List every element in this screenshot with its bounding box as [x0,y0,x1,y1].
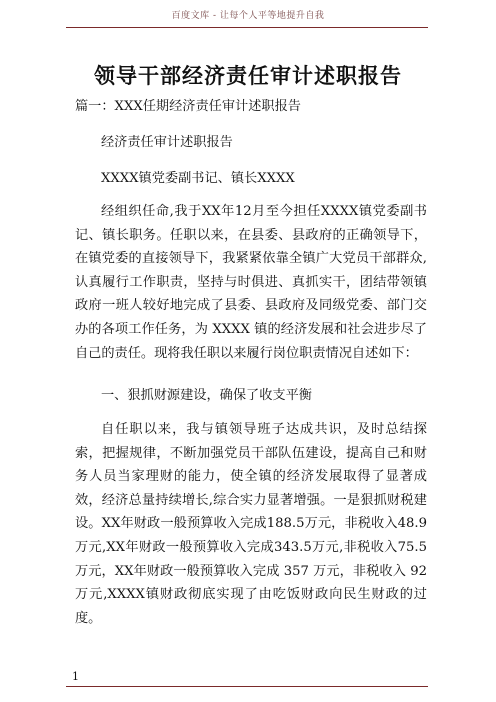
intro-paragraph: 经组织任命,我于XX年12月至今担任XXXX镇党委副书记、镇长职务。任职以来，在县委、县政府的正确领导下，在镇党委的直接领导下，我紧紧依靠全镇广大党员干部群众,认真履行工作职责，坚持与时俱进、真抓实干，团结带领镇政府一班人较好地完成了县委、县政府及同级党委、部门交办的各项工作任务，为 XXXX 镇的经济发展和社会进步尽了自己的责任。现将我任职以来履行岗位职责情况自述如下： [75,204,427,361]
section-heading: 一、狠抓财源建设，确保了收支平衡 [101,388,312,403]
report-subtitle: 经济责任审计述职报告 [101,135,233,150]
header-divider [66,27,428,28]
document-title: 领导干部经济责任审计述职报告 [94,63,402,88]
author-line: XXXX镇党委副书记、镇长XXXX [101,171,295,186]
subheading: 篇一：XXX任期经济责任审计述职报告 [75,99,301,114]
page-number: 1 [72,670,79,683]
page-header-text: 百度文库 - 让每个人平等地提升自我 [171,11,325,21]
section-paragraph: 自任职以来，我与镇领导班子达成共识，及时总结探索，把握规律，不断加强党员干部队伍建设，提高自己和财务人员当家理财的能力，使全镇的经济发展取得了显著成效，经济总量持续增长,综合实力显著增强。一是狠抓财税建设。XX年财政一般预算收入完成188.5万元，非税收入48.9万元,XX年财政一般预算收入完成343.5万元,非税收入75.5万元，XX年财政一般预算收入完成 357 万元，非税收入 92 万元,XXXX镇财政彻底实现了由吃饭财政向民生财政的过度。 [75,422,427,626]
footer-divider [66,686,428,687]
